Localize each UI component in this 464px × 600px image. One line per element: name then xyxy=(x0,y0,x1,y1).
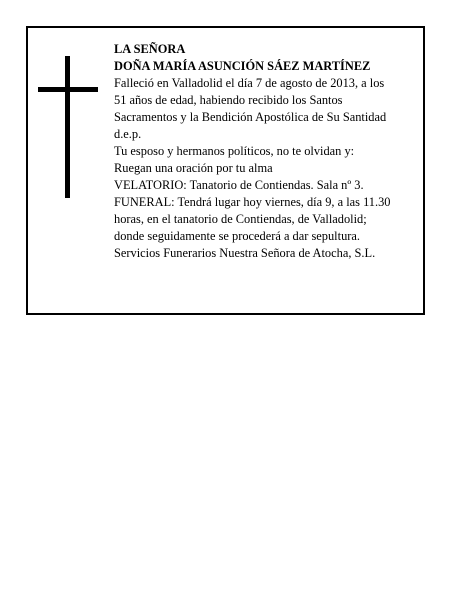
notice-line: Falleció en Valladolid el día 7 de agosto de 2013, a los xyxy=(114,76,385,90)
notice-line: Tu esposo y hermanos políticos, no te olvidan y: xyxy=(114,144,355,158)
deceased-name: DOÑA MARÍA ASUNCIÓN SÁEZ MARTÍNEZ xyxy=(114,59,371,73)
cross-icon xyxy=(38,56,98,198)
notice-line: horas, en el tanatorio de Contiendas, de Valladolid; xyxy=(114,212,367,226)
notice-line: d.e.p. xyxy=(114,127,142,141)
funeral-services-provider: Servicios Funerarios Nuestra Señora de Atocha, S.L. xyxy=(114,246,376,260)
cross-horizontal-bar xyxy=(38,87,98,92)
notice-title: LA SEÑORA xyxy=(114,42,186,56)
wake-info: VELATORIO: Tanatorio de Contiendas. Sala nº 3. xyxy=(114,178,364,192)
funeral-info: FUNERAL: Tendrá lugar hoy viernes, día 9, a las 11.30 xyxy=(114,195,391,209)
notice-line: Ruegan una oración por tu alma xyxy=(114,161,273,175)
cross-vertical-bar xyxy=(65,56,70,198)
notice-line: 51 años de edad, habiendo recibido los Santos xyxy=(114,93,343,107)
notice-text xyxy=(114,41,414,262)
notice-line: donde seguidamente se procederá a dar sepultura. xyxy=(114,229,360,243)
notice-line: Sacramentos y la Bendición Apostólica de Su Santidad xyxy=(114,110,387,124)
obituary-notice xyxy=(26,26,425,315)
